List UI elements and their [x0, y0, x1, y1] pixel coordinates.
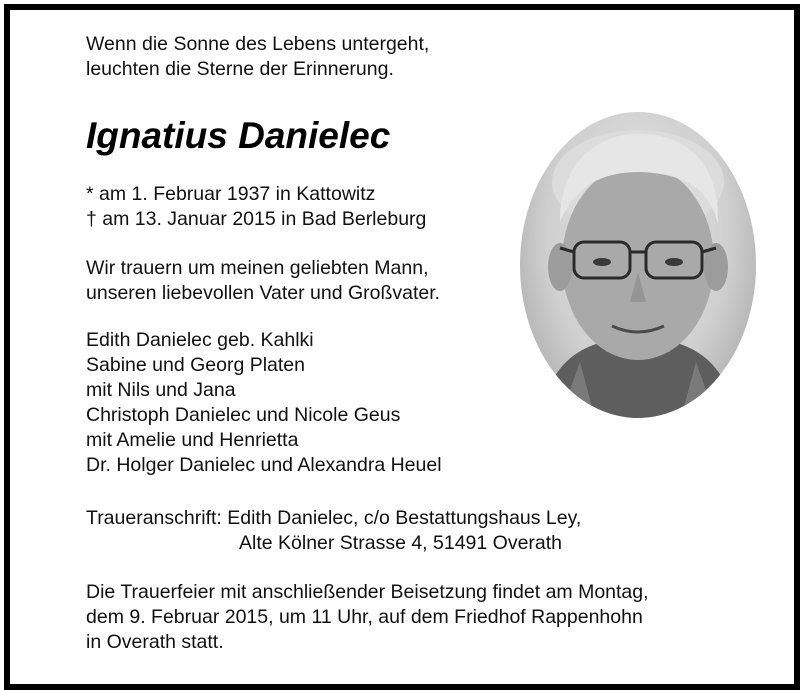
mourning-address — [86, 506, 581, 556]
death-date: † am 13. Januar 2015 in Bad Berleburg — [86, 208, 427, 230]
mourning-line-1: Wir trauern um meinen geliebten Mann, — [86, 257, 429, 279]
ceremony-line-3: in Overath statt. — [86, 631, 224, 653]
portrait-photo — [520, 112, 756, 418]
family-member: mit Amelie und Henrietta — [86, 429, 299, 451]
ceremony-line-1: Die Trauerfeier mit anschließender Beisetzung findet am Montag, — [86, 581, 649, 603]
address-line-1: Traueranschrift: Edith Danielec, c/o Bestattungshaus Ley, — [86, 507, 582, 529]
birth-date: * am 1. Februar 1937 in Kattowitz — [86, 183, 376, 205]
motto-line-1: Wenn die Sonne des Lebens untergeht, — [86, 33, 430, 55]
family-member: Christoph Danielec und Nicole Geus — [86, 404, 401, 426]
address-line-2: Alte Kölner Strasse 4, 51491 Overath — [239, 532, 563, 554]
motto-line-2: leuchten die Sterne der Erinnerung. — [86, 58, 394, 80]
motto — [86, 32, 429, 82]
ceremony-line-2: dem 9. Februar 2015, um 11 Uhr, auf dem Friedhof Rappenhohn — [86, 606, 643, 628]
mourning-line-2: unseren liebevollen Vater und Großvater. — [86, 282, 441, 304]
family-member: Dr. Holger Danielec und Alexandra Heuel — [86, 454, 442, 476]
family-member: Edith Danielec geb. Kahlki — [86, 329, 314, 351]
ceremony-info — [86, 580, 649, 655]
family-member: mit Nils und Jana — [86, 379, 236, 401]
life-dates — [86, 182, 426, 232]
mourning-text — [86, 256, 440, 306]
family-member: Sabine und Georg Platen — [86, 354, 305, 376]
deceased-name: Ignatius Danielec — [86, 115, 391, 156]
family-list — [86, 328, 442, 478]
portrait-illustration — [520, 112, 756, 418]
